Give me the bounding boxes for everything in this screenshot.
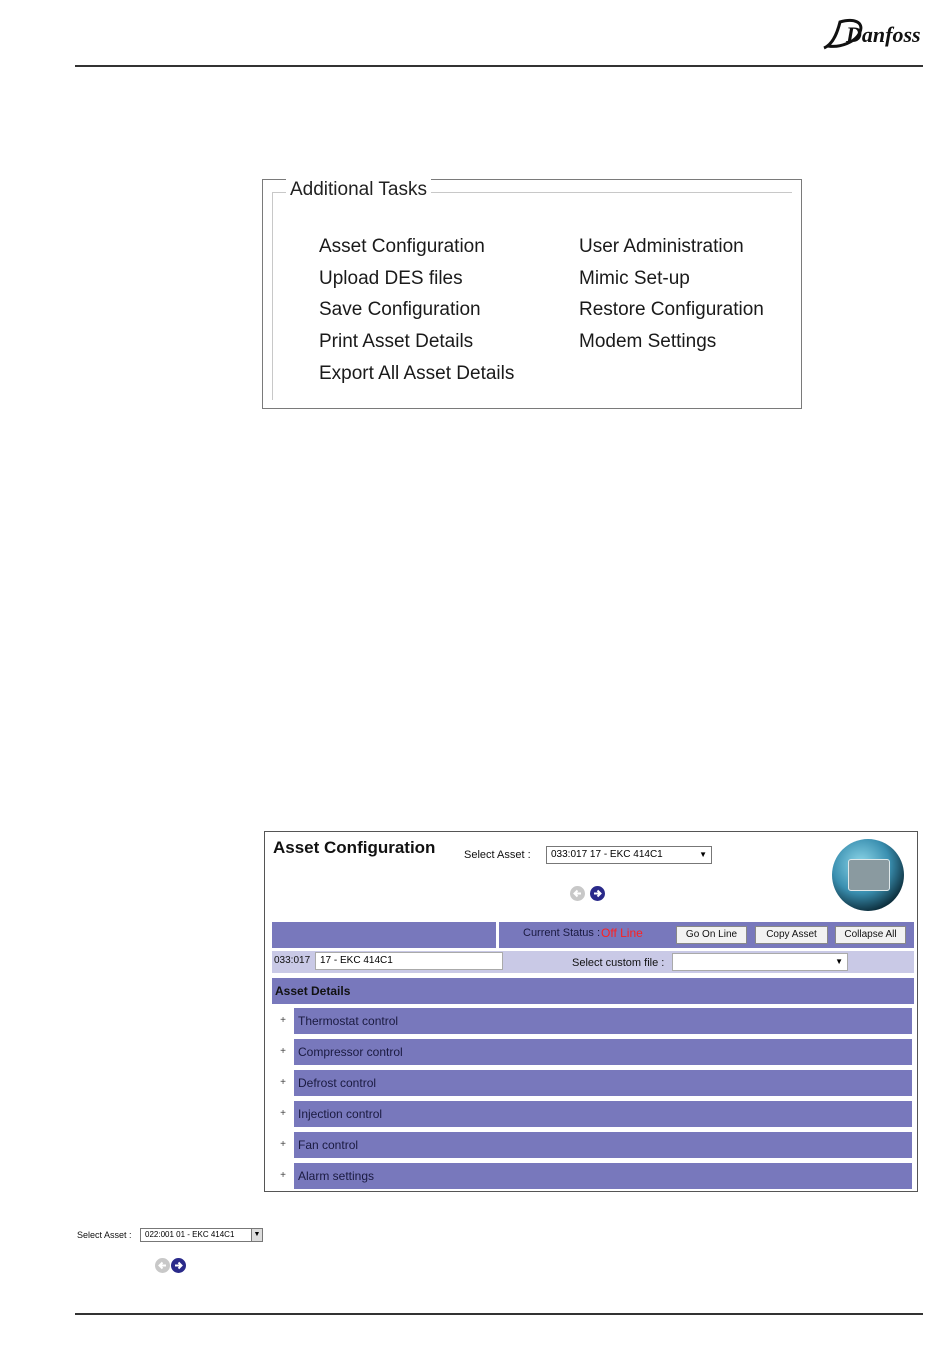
expand-icon[interactable]: + — [280, 1046, 286, 1057]
select-asset-dropdown[interactable] — [546, 846, 712, 864]
danfoss-logo — [820, 14, 924, 52]
bottom-select-asset-label: Select Asset : — [77, 1230, 132, 1240]
additional-tasks-title: Additional Tasks — [286, 179, 431, 201]
arrow-left-icon — [157, 1260, 168, 1271]
arrow-left-icon — [572, 888, 583, 899]
expand-icon[interactable]: + — [280, 1108, 286, 1119]
task-user-administration[interactable]: User Administration — [579, 236, 744, 257]
next-asset-button[interactable] — [590, 886, 605, 901]
header-rule — [75, 65, 923, 67]
previous-asset-button[interactable] — [570, 886, 585, 901]
chevron-down-icon: ▼ — [835, 957, 843, 966]
custom-file-dropdown[interactable] — [672, 953, 848, 971]
asset-id-prefix: 033:017 — [274, 955, 311, 966]
task-mimic-setup[interactable]: Mimic Set-up — [579, 268, 690, 289]
section-defrost-control[interactable]: Defrost control — [294, 1070, 912, 1096]
footer-rule — [75, 1313, 923, 1315]
arrow-right-icon — [173, 1260, 184, 1271]
chevron-down-icon: ▼ — [699, 850, 707, 859]
task-asset-configuration[interactable]: Asset Configuration — [319, 236, 485, 257]
arrow-right-icon — [592, 888, 603, 899]
select-asset-value: 033:017 17 - EKC 414C1 — [551, 849, 663, 860]
section-thermostat-control[interactable]: Thermostat control — [294, 1008, 912, 1034]
task-modem-settings[interactable]: Modem Settings — [579, 331, 717, 352]
previous-asset-button[interactable] — [155, 1258, 170, 1273]
expand-icon[interactable]: + — [280, 1170, 286, 1181]
status-bar-left — [272, 922, 496, 948]
next-asset-button[interactable] — [171, 1258, 186, 1273]
go-online-button[interactable]: Go On Line — [676, 926, 747, 944]
equipment-icon — [832, 839, 904, 911]
task-upload-des-files[interactable]: Upload DES files — [319, 268, 463, 289]
task-restore-configuration[interactable]: Restore Configuration — [579, 299, 764, 320]
bottom-select-asset-dropdown[interactable] — [140, 1228, 263, 1242]
section-fan-control[interactable]: Fan control — [294, 1132, 912, 1158]
current-status-value: Off Line — [601, 926, 643, 940]
asset-name-input[interactable] — [315, 952, 503, 970]
task-export-all-asset-details[interactable]: Export All Asset Details — [319, 363, 515, 384]
section-alarm-settings[interactable]: Alarm settings — [294, 1163, 912, 1189]
asset-configuration-title: Asset Configuration — [273, 838, 436, 857]
bottom-select-asset-value: 022:001 01 - EKC 414C1 — [145, 1230, 235, 1239]
section-injection-control[interactable]: Injection control — [294, 1101, 912, 1127]
expand-icon[interactable]: + — [280, 1077, 286, 1088]
task-print-asset-details[interactable]: Print Asset Details — [319, 331, 474, 352]
expand-icon[interactable]: + — [280, 1139, 286, 1150]
current-status-label: Current Status : — [523, 927, 601, 939]
logo-text: Danfoss — [846, 22, 921, 47]
task-save-configuration[interactable]: Save Configuration — [319, 299, 481, 320]
custom-file-label: Select custom file : — [572, 957, 665, 969]
collapse-all-button[interactable]: Collapse All — [835, 926, 906, 944]
expand-icon[interactable]: + — [280, 1015, 286, 1026]
chevron-down-icon: ▼ — [251, 1229, 262, 1241]
select-asset-label: Select Asset : — [464, 849, 531, 861]
section-compressor-control[interactable]: Compressor control — [294, 1039, 912, 1065]
asset-details-header: Asset Details — [272, 978, 914, 1004]
asset-name-value: 17 - EKC 414C1 — [320, 955, 393, 966]
copy-asset-button[interactable]: Copy Asset — [755, 926, 828, 944]
